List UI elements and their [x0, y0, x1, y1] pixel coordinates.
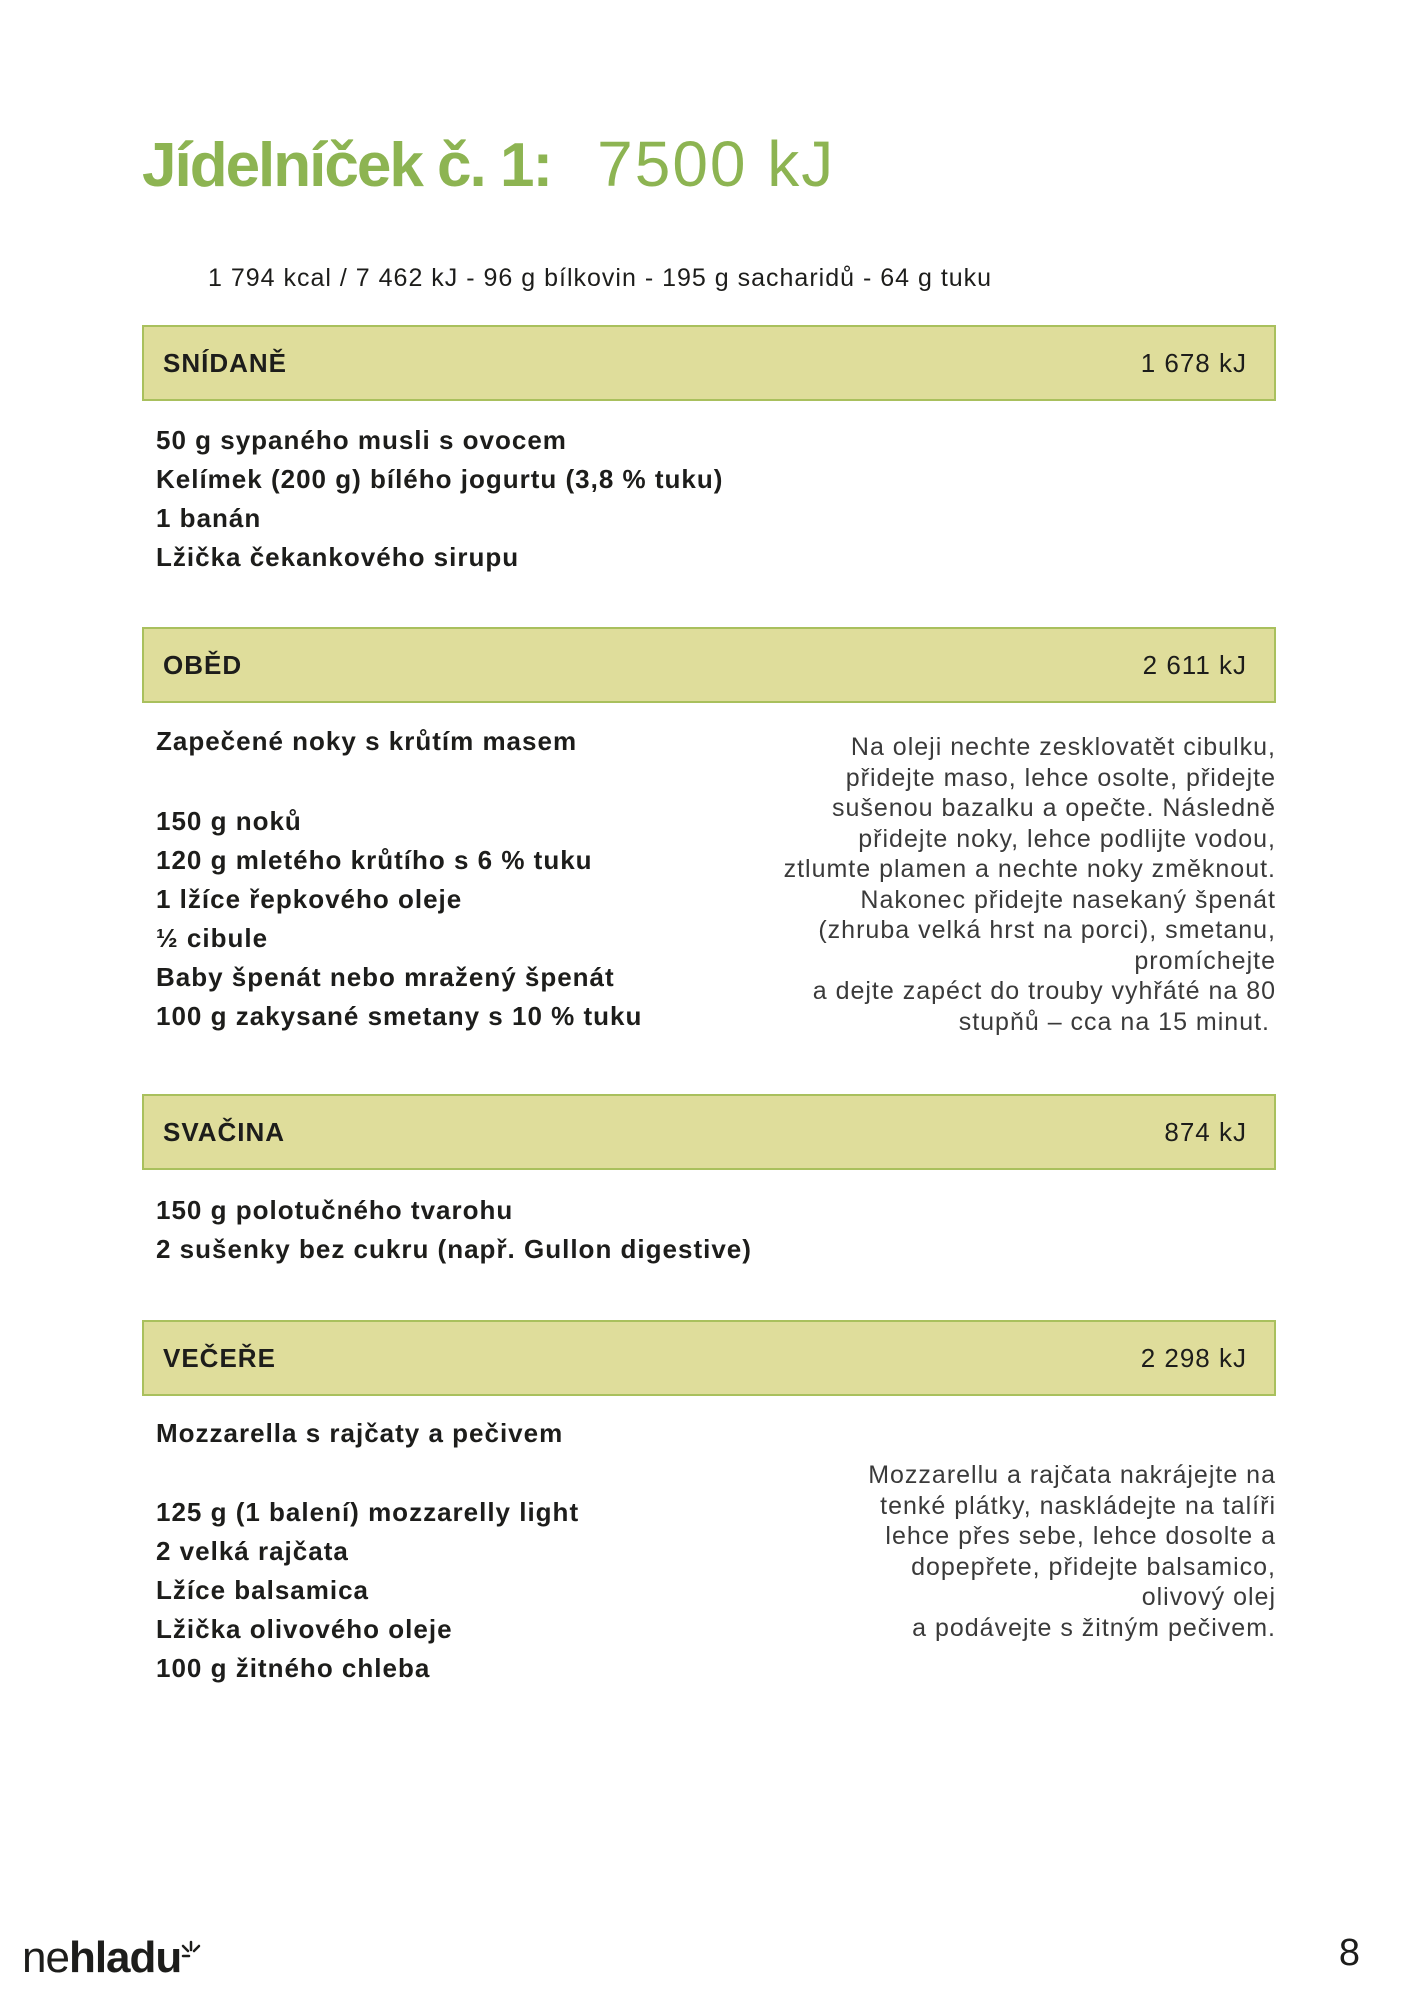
ingredient-item: 150 g polotučného tvarohu — [156, 1195, 514, 1225]
recipe-line: olivový olej — [1141, 1583, 1276, 1611]
meal-header-snack — [142, 1094, 1276, 1170]
ingredient-item: Lžička olivového oleje — [156, 1614, 453, 1644]
ingredient-item: 1 banán — [156, 503, 262, 533]
page-title — [142, 128, 836, 200]
ingredient-item: 50 g sypaného musli s ovocem — [156, 425, 567, 455]
ingredient-item: 1 lžíce řepkového oleje — [156, 884, 463, 914]
meal-label: VEČEŘE — [163, 1343, 276, 1373]
ingredient-item: 100 g žitného chleba — [156, 1653, 431, 1683]
recipe-line: promíchejte — [1134, 946, 1276, 975]
meal-header-dinner — [142, 1320, 1276, 1396]
ingredient-item: 125 g (1 balení) mozzarelly light — [156, 1497, 580, 1527]
meal-energy: 874 kJ — [1164, 1117, 1247, 1147]
recipe-line: (zhruba velká hrst na porci), smetanu, — [818, 916, 1276, 944]
logo-text-bold: hladu — [68, 1933, 182, 1982]
recipe-dinner — [868, 1460, 1276, 1643]
dish-title-lunch: Zapečené noky s krůtím masem — [156, 726, 578, 756]
recipe-line: lehce přes sebe, lehce dosolte a — [885, 1522, 1276, 1550]
meal-energy: 2 611 kJ — [1142, 650, 1247, 680]
ingredient-item: 2 velká rajčata — [156, 1536, 349, 1566]
meal-energy: 2 298 kJ — [1140, 1343, 1247, 1373]
recipe-lunch — [784, 732, 1276, 1037]
dinner-ingredients — [156, 1493, 579, 1688]
dish-title-dinner: Mozzarella s rajčaty a pečivem — [156, 1418, 564, 1448]
page-number: 8 — [1338, 1932, 1360, 1974]
meal-label: SVAČINA — [163, 1117, 286, 1147]
recipe-line: sušenou bazalku a opečte. Následně — [831, 794, 1276, 822]
recipe-line: Nakonec přidejte nasekaný špenát — [860, 885, 1276, 914]
recipe-line: přidejte noky, lehce podlijte vodou, — [858, 824, 1276, 853]
recipe-line: dopepřete, přidejte balsamico, — [911, 1552, 1276, 1581]
meal-energy: 1 678 kJ — [1140, 348, 1247, 378]
logo-text-light: ne — [22, 1933, 69, 1982]
ingredient-item: 2 sušenky bez cukru (např. Gullon digestive) — [156, 1234, 752, 1264]
ingredient-item: 150 g noků — [156, 806, 302, 836]
lunch-ingredients — [156, 802, 642, 1036]
ingredient-item: Lžička čekankového sirupu — [156, 542, 520, 572]
nutrition-summary: 1 794 kcal / 7 462 kJ - 96 g bílkovin - 195 g sacharidů - 64 g tuku — [208, 264, 993, 292]
ingredient-item: Lžíce balsamica — [156, 1575, 369, 1605]
snack-ingredients — [156, 1191, 752, 1269]
recipe-line: Na oleji nechte zesklovatět cibulku, — [850, 733, 1276, 761]
meal-label: OBĚD — [163, 650, 243, 680]
ingredient-item: 120 g mletého krůtího s 6 % tuku — [156, 845, 593, 875]
breakfast-ingredients — [156, 421, 723, 577]
recipe-line: Mozzarellu a rajčata nakrájejte na — [868, 1461, 1276, 1489]
meal-header-lunch — [142, 627, 1276, 703]
ingredient-item: 100 g zakysané smetany s 10 % tuku — [156, 1001, 643, 1031]
recipe-line: stupňů – cca na 15 minut. — [958, 1007, 1270, 1036]
recipe-line: a dejte zapéct do trouby vyhřáté na 80 — [812, 977, 1276, 1005]
title-energy: 7500 kJ — [597, 128, 836, 200]
meal-header-breakfast — [142, 325, 1276, 401]
recipe-line: a podávejte s žitným pečivem. — [912, 1613, 1276, 1642]
ingredient-item: ½ cibule — [156, 923, 269, 953]
ingredient-item: Baby špenát nebo mražený špenát — [156, 962, 615, 992]
recipe-line: přidejte maso, lehce osolte, přidejte — [845, 763, 1276, 792]
recipe-line: ztlumte plamen a nechte noky změknout. — [783, 855, 1276, 883]
ingredient-item: Kelímek (200 g) bílého jogurtu (3,8 % tuku) — [156, 464, 724, 494]
meal-label: SNÍDANĚ — [163, 348, 288, 378]
sparkle-icon — [180, 1940, 202, 1964]
brand-logo — [22, 1933, 182, 1982]
recipe-line: tenké plátky, naskládejte na talíři — [880, 1491, 1276, 1520]
title-main: Jídelníček č. 1: — [142, 131, 552, 200]
